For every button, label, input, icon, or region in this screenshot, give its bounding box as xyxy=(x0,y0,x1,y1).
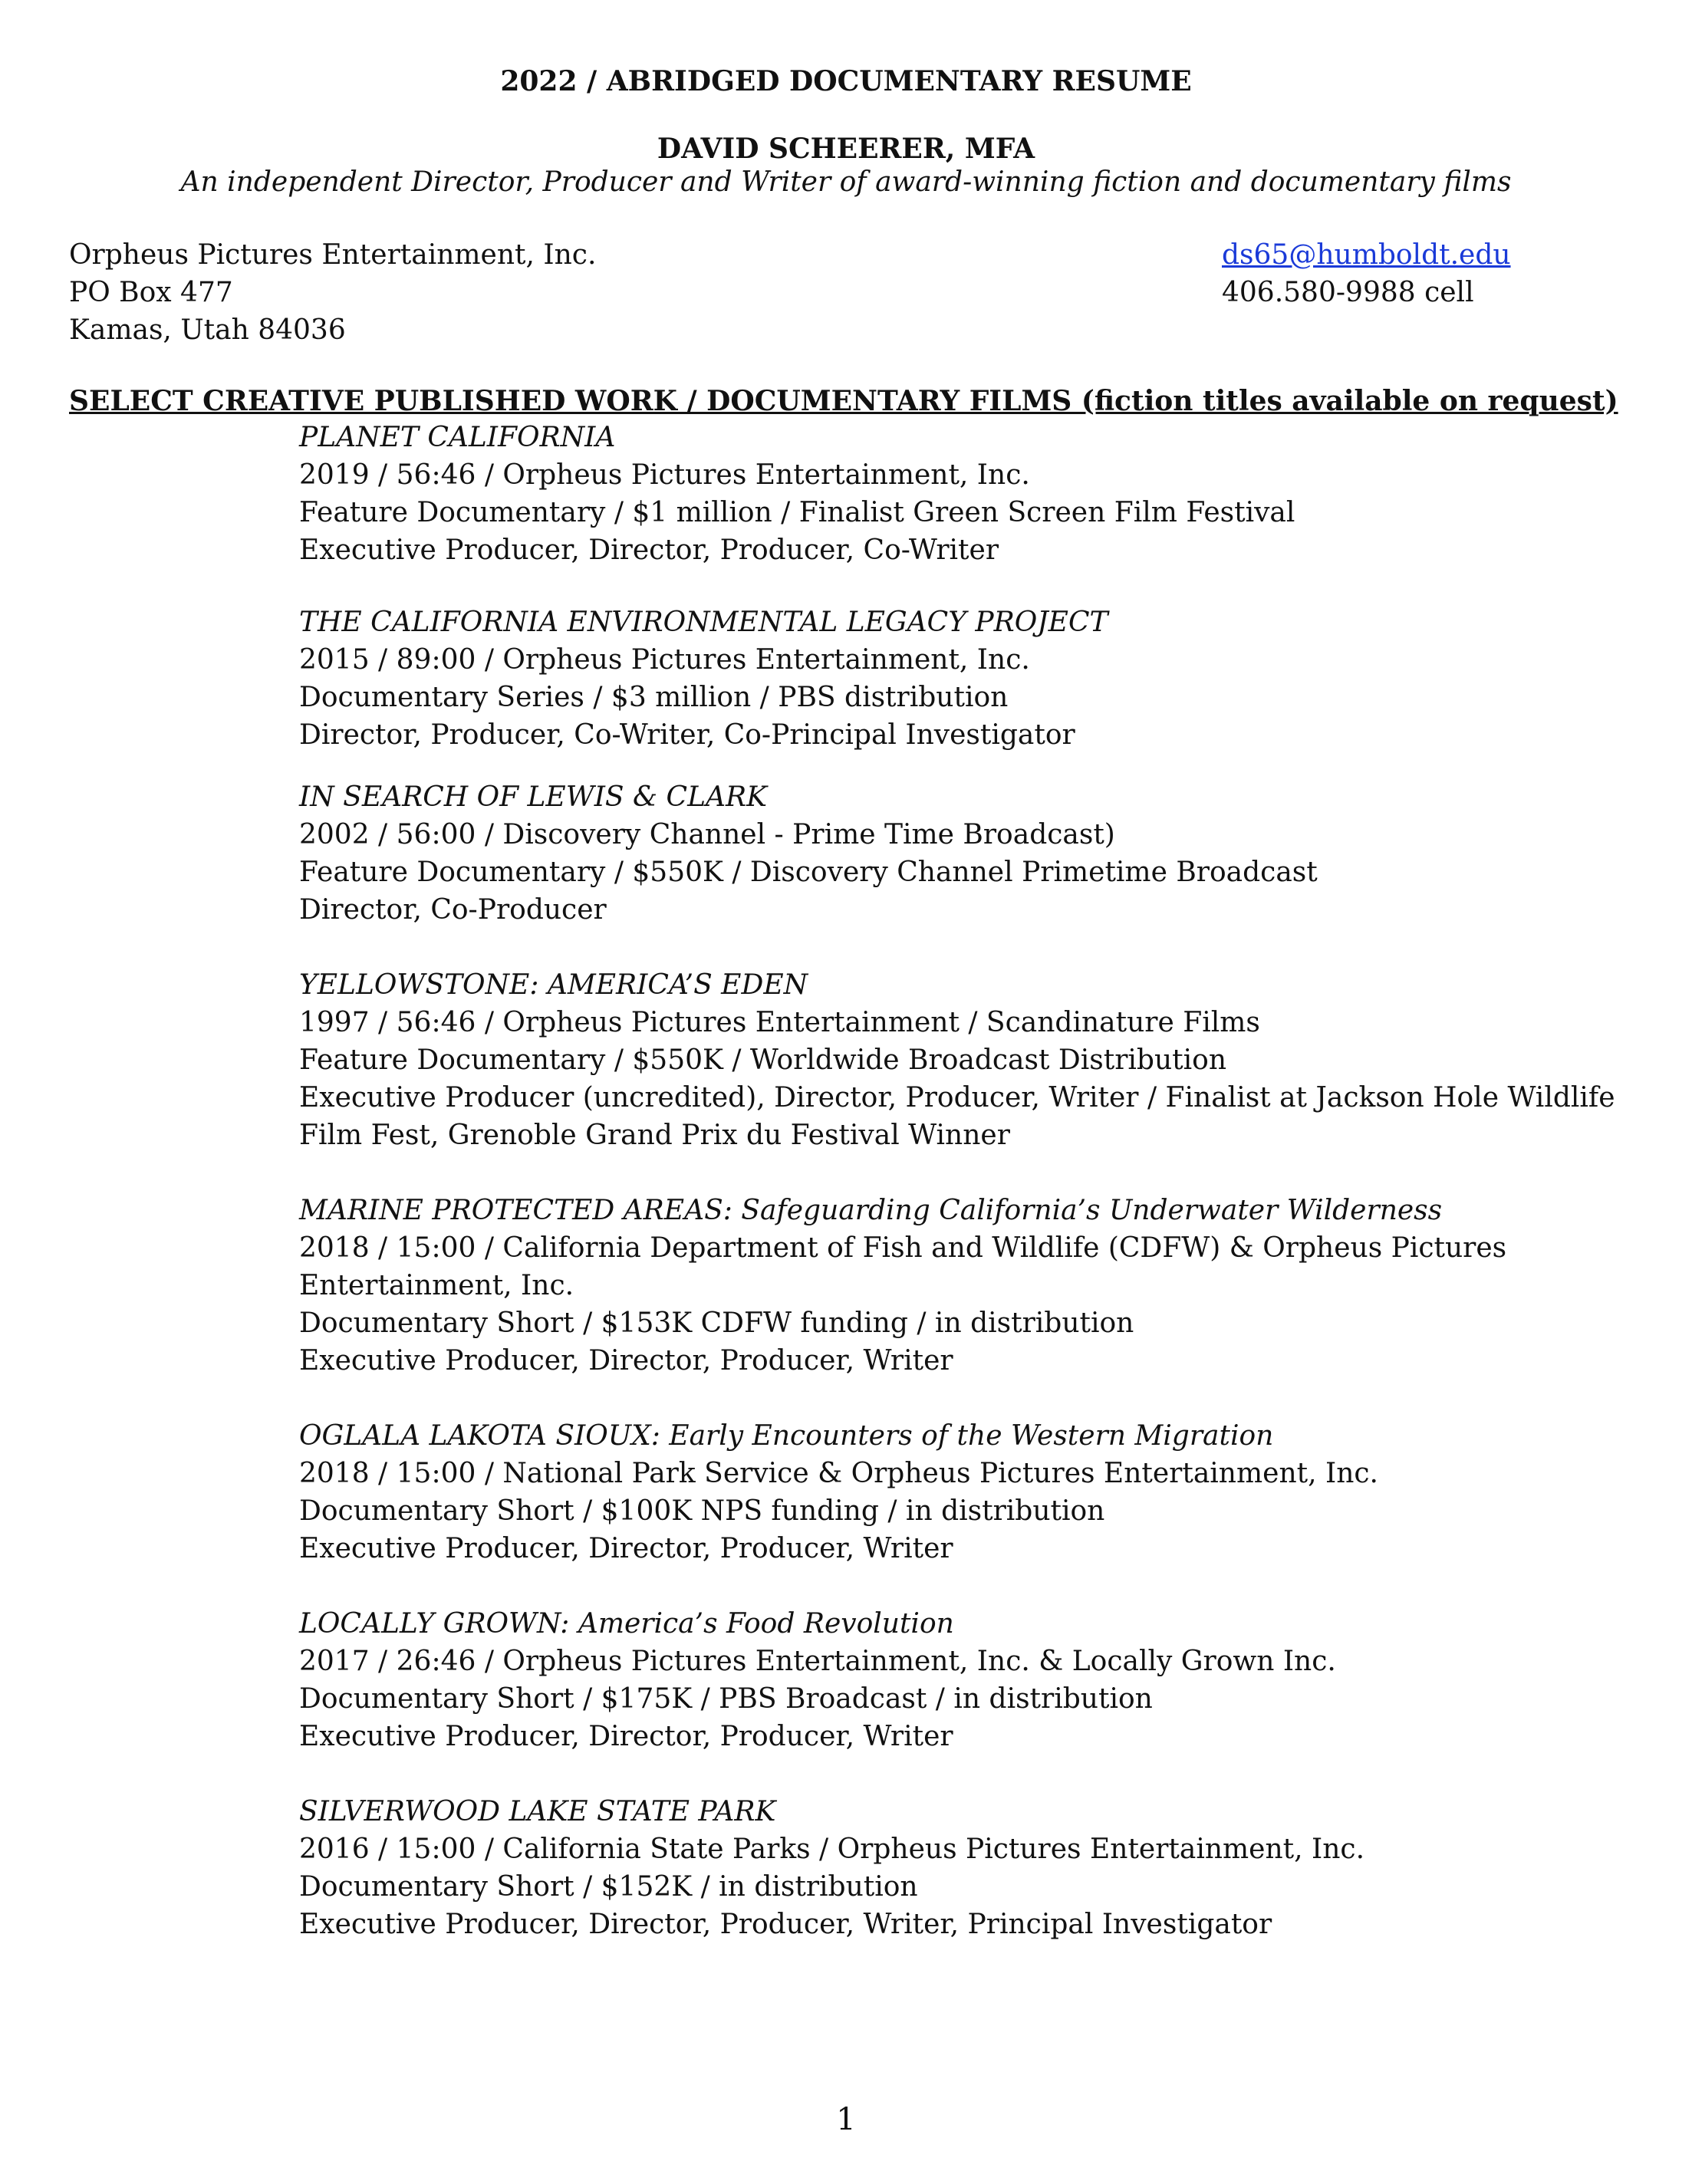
work-roles: Executive Producer, Director, Producer, Writer xyxy=(299,1721,953,1752)
work-release-info: 1997 / 56:46 / Orpheus Pictures Entertainment / Scandinature Films xyxy=(299,1007,1260,1038)
page-number: 1 xyxy=(836,2102,856,2137)
work-roles: Executive Producer, Director, Producer, Writer, Principal Investigator xyxy=(299,1909,1272,1940)
work-title: MARINE PROTECTED AREAS: Safeguarding California’s Underwater Wilderness xyxy=(299,1195,1443,1226)
work-roles: Executive Producer, Director, Producer, Co-Writer xyxy=(299,534,999,566)
work-entry xyxy=(299,966,1649,1154)
work-release-info: 2018 / 15:00 / National Park Service & Orpheus Pictures Entertainment, Inc. xyxy=(299,1458,1378,1489)
po-box: PO Box 477 xyxy=(69,277,233,308)
work-entry xyxy=(299,1605,1649,1755)
work-title: SILVERWOOD LAKE STATE PARK xyxy=(299,1796,776,1827)
work-budget-info: Documentary Short / $153K CDFW funding / in distribution xyxy=(299,1307,1134,1339)
work-budget-info: Documentary Series / $3 million / PBS distribution xyxy=(299,682,1009,713)
work-release-info: 2018 / 15:00 / California Department of Fish and Wildlife (CDFW) & Orpheus Pictures Entertainment, Inc. xyxy=(299,1232,1507,1301)
work-entry xyxy=(299,604,1649,754)
contact-details xyxy=(1222,236,1511,311)
work-roles: Director, Producer, Co-Writer, Co-Principal Investigator xyxy=(299,719,1075,751)
work-budget-info: Documentary Short / $152K / in distribution xyxy=(299,1871,918,1903)
work-entry xyxy=(299,778,1649,929)
work-roles: Executive Producer, Director, Producer, Writer xyxy=(299,1345,953,1377)
work-title: THE CALIFORNIA ENVIRONMENTAL LEGACY PROJECT xyxy=(299,607,1108,638)
author-tagline: An independent Director, Producer and Writer of award-winning fiction and documentary films xyxy=(180,166,1512,198)
company-name: Orpheus Pictures Entertainment, Inc. xyxy=(69,239,597,271)
work-title: OGLALA LAKOTA SIOUX: Early Encounters of the Western Migration xyxy=(299,1420,1274,1452)
work-title: IN SEARCH OF LEWIS & CLARK xyxy=(299,781,767,813)
mailing-address xyxy=(69,236,596,349)
work-roles: Director, Co-Producer xyxy=(299,894,607,926)
works-list xyxy=(299,419,1649,1943)
email-link[interactable]: ds65@humboldt.edu xyxy=(1222,239,1511,271)
work-title: PLANET CALIFORNIA xyxy=(299,422,616,453)
work-budget-info: Documentary Short / $100K NPS funding / in distribution xyxy=(299,1495,1105,1527)
work-title: LOCALLY GROWN: America’s Food Revolution xyxy=(299,1608,954,1640)
work-entry xyxy=(299,1192,1649,1380)
work-roles: Executive Producer (uncredited), Director, Producer, Writer / Finalist at Jackson Hole Wildlife Film Fest, Grenoble Grand Prix du Festival Winner xyxy=(299,1082,1615,1151)
work-budget-info: Feature Documentary / $1 million / Finalist Green Screen Film Festival xyxy=(299,497,1295,528)
work-budget-info: Feature Documentary / $550K / Worldwide Broadcast Distribution xyxy=(299,1044,1227,1076)
work-release-info: 2019 / 56:46 / Orpheus Pictures Entertainment, Inc. xyxy=(299,459,1030,491)
section-heading: SELECT CREATIVE PUBLISHED WORK / DOCUMENTARY FILMS (fiction titles available on request) xyxy=(69,385,1618,417)
work-entry xyxy=(299,1793,1649,1943)
work-title: YELLOWSTONE: AMERICA’S EDEN xyxy=(299,969,808,1001)
work-release-info: 2016 / 15:00 / California State Parks / Orpheus Pictures Entertainment, Inc. xyxy=(299,1834,1365,1865)
city-state-zip: Kamas, Utah 84036 xyxy=(69,314,346,346)
work-budget-info: Feature Documentary / $550K / Discovery Channel Primetime Broadcast xyxy=(299,857,1318,888)
work-release-info: 2002 / 56:00 / Discovery Channel - Prime Time Broadcast) xyxy=(299,819,1115,850)
work-budget-info: Documentary Short / $175K / PBS Broadcast / in distribution xyxy=(299,1683,1153,1715)
author-name: DAVID SCHEERER, MFA xyxy=(657,133,1035,165)
work-roles: Executive Producer, Director, Producer, Writer xyxy=(299,1533,953,1564)
work-entry xyxy=(299,1417,1649,1567)
work-entry xyxy=(299,419,1649,569)
work-release-info: 2017 / 26:46 / Orpheus Pictures Entertainment, Inc. & Locally Grown Inc. xyxy=(299,1646,1336,1677)
work-release-info: 2015 / 89:00 / Orpheus Pictures Entertainment, Inc. xyxy=(299,644,1030,676)
phone-number: 406.580-9988 cell xyxy=(1222,277,1474,308)
document-title: 2022 / ABRIDGED DOCUMENTARY RESUME xyxy=(500,65,1192,97)
